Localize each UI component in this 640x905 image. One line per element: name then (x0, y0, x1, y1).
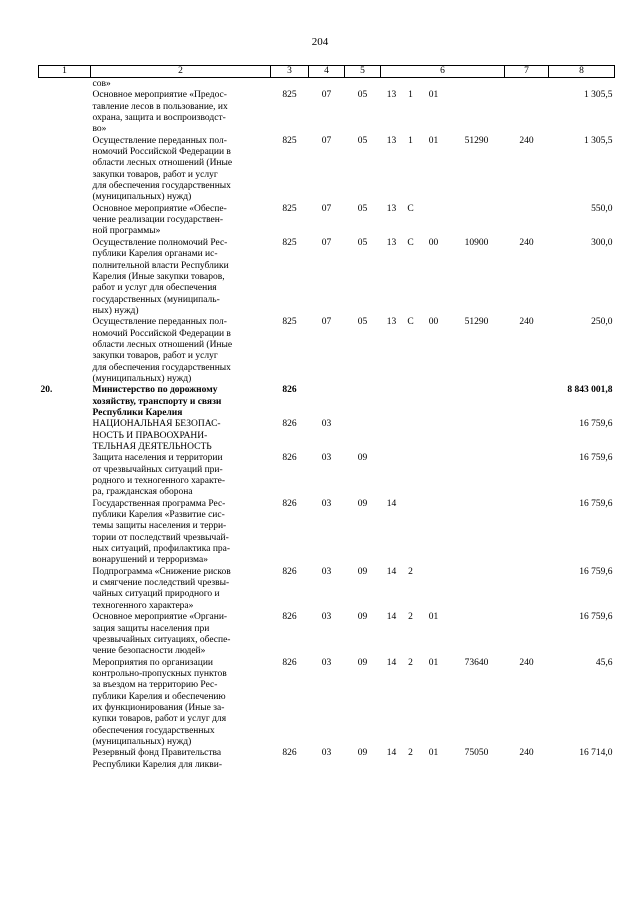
table-row (39, 136, 615, 204)
target-article-subprogram: 2 (408, 657, 413, 668)
row-number (39, 748, 91, 771)
row-number (39, 567, 91, 612)
section-code: 03 (321, 419, 332, 430)
table-row (39, 90, 615, 135)
subsection-code (345, 385, 381, 419)
subsection-code: 09 (357, 612, 368, 623)
ministry-code: 826 (282, 498, 297, 509)
target-article-event (419, 385, 449, 419)
target-article-direction (449, 499, 505, 567)
target-article-direction: 10900 (464, 237, 489, 248)
table-row (39, 317, 615, 385)
target-article-event: 01 (428, 612, 439, 623)
row-number (39, 238, 91, 317)
table-row (39, 453, 615, 498)
table-row (39, 385, 615, 419)
row-number (39, 317, 91, 385)
amount: 300,0 (591, 237, 613, 248)
table-row (39, 238, 615, 317)
expense-type-code (505, 78, 549, 91)
row-number: 20. (40, 385, 53, 396)
table-row (39, 612, 615, 657)
target-article-direction (449, 204, 505, 238)
ministry-code (271, 78, 309, 91)
target-article-event (419, 78, 449, 91)
target-article-subprogram: С (407, 317, 414, 328)
item-name: Осуществление переданных пол- номочий Российской Федерации в области лесных отношений (Иные закупки товаров, работ и услуг для обеспечения государственных (муниципальных) нужд) (92, 317, 233, 384)
item-name: Министерство по дорожному хозяйству, транспорту и связи Республики Карелия (92, 385, 222, 418)
item-name: Государственная программа Рес- публики Карелия «Развитие сис- темы защиты населения и терри- тории от последствий чрезвычай- ных ситуаций, профилактика пра- вонарушений и терроризма» (92, 498, 231, 566)
amount: 250,0 (591, 317, 613, 328)
ministry-code: 826 (282, 657, 297, 668)
target-article-event (419, 453, 449, 498)
expense-type-code: 240 (519, 317, 534, 328)
column-header: 1 (39, 66, 91, 78)
target-article-event: 01 (428, 748, 439, 759)
page-number: 204 (311, 36, 329, 48)
ministry-code: 825 (282, 90, 297, 101)
row-number (39, 658, 91, 749)
target-article-direction (449, 567, 505, 612)
table-row (39, 748, 615, 771)
expense-type-code: 240 (519, 657, 534, 668)
ministry-code: 826 (282, 453, 297, 464)
column-header: 5 (345, 66, 381, 78)
subsection-code: 09 (357, 453, 368, 464)
target-article-subprogram (403, 78, 419, 91)
expense-type-code (505, 419, 549, 453)
table-row (39, 567, 615, 612)
row-number (39, 78, 91, 91)
target-article-direction (449, 612, 505, 657)
column-header: 6 (381, 66, 505, 78)
item-name: Основное мероприятие «Обеспе- чение реализации государствен- ной программы» (92, 203, 227, 237)
target-article-direction (449, 453, 505, 498)
section-code: 07 (321, 203, 332, 214)
expense-type-code (505, 499, 549, 567)
target-article-program: 13 (386, 90, 397, 101)
target-article-subprogram: 1 (408, 90, 413, 101)
expense-type-code (505, 453, 549, 498)
target-article-event (419, 567, 449, 612)
expense-type-code (505, 567, 549, 612)
section-code: 03 (321, 453, 332, 464)
subsection-code (345, 419, 381, 453)
amount: 16 714,0 (579, 748, 613, 759)
target-article-program: 14 (386, 566, 397, 577)
target-article-event: 01 (428, 135, 439, 146)
amount: 550,0 (591, 203, 613, 214)
table-row (39, 658, 615, 749)
table-row (39, 78, 615, 91)
item-name: Защита населения и территории от чрезвычайных ситуаций при- родного и техногенного характе- ра, гражданская оборона (92, 453, 225, 498)
ministry-code: 826 (282, 748, 297, 759)
target-article-program (381, 453, 403, 498)
table-row (39, 204, 615, 238)
target-article-subprogram: 1 (408, 135, 413, 146)
target-article-program: 14 (386, 498, 397, 509)
section-code (309, 78, 345, 91)
header-row (39, 66, 615, 78)
target-article-program (381, 385, 403, 419)
target-article-program (381, 419, 403, 453)
column-header: 8 (549, 66, 615, 78)
item-name: НАЦИОНАЛЬНАЯ БЕЗОПАС- НОСТЬ И ПРАВООХРАНИ- ТЕЛЬНАЯ ДЕЯТЕЛЬНОСТЬ (92, 419, 221, 452)
target-article-direction: 75050 (464, 748, 489, 759)
target-article-program: 13 (386, 135, 397, 146)
item-name: Основное мероприятие «Предос- тавление лесов в пользование, их охрана, защита и воспроизводст- во» (92, 90, 228, 135)
target-article-direction (449, 78, 505, 91)
expense-type-code: 240 (519, 237, 534, 248)
row-number (39, 499, 91, 567)
section-code: 03 (321, 612, 332, 623)
item-name: Мероприятия по организации контрольно-пропускных пунктов за въездом на территорию Рес- публики Карелия и обеспечению их функционирования (Иные за- купки товаров, работ и услуг для обеспечения государственных (муниципальных) нужд) (92, 657, 227, 747)
amount: 16 759,6 (579, 612, 613, 623)
amount: 8 843 001,8 (567, 385, 613, 396)
item-name: сов» (92, 79, 111, 89)
subsection-code: 05 (357, 317, 368, 328)
expense-type-code (505, 612, 549, 657)
target-article-direction: 51290 (464, 135, 489, 146)
target-article-program: 14 (386, 612, 397, 623)
row-number (39, 90, 91, 135)
section-code: 07 (321, 237, 332, 248)
expense-type-code (505, 90, 549, 135)
target-article-event: 01 (428, 657, 439, 668)
row-number (39, 612, 91, 657)
ministry-code: 826 (282, 419, 297, 430)
subsection-code: 09 (357, 748, 368, 759)
subsection-code: 05 (357, 90, 368, 101)
item-name: Подпрограмма «Снижение рисков и смягчение последствий чрезвы- чайных ситуаций природного и техногенного характера» (92, 566, 231, 611)
ministry-code: 826 (282, 385, 297, 396)
target-article-program: 14 (386, 657, 397, 668)
subsection-code (345, 78, 381, 91)
target-article-subprogram (403, 453, 419, 498)
section-code (309, 385, 345, 419)
target-article-subprogram (403, 499, 419, 567)
target-article-program: 13 (386, 203, 397, 214)
subsection-code: 09 (357, 566, 368, 577)
section-code: 03 (321, 748, 332, 759)
ministry-code: 825 (282, 317, 297, 328)
column-header: 3 (271, 66, 309, 78)
target-article-event (419, 499, 449, 567)
amount: 16 759,6 (579, 566, 613, 577)
subsection-code: 09 (357, 498, 368, 509)
amount: 16 759,6 (579, 419, 613, 430)
subsection-code: 05 (357, 135, 368, 146)
budget-table (38, 65, 615, 771)
row-number (39, 136, 91, 204)
amount: 45,6 (595, 657, 613, 668)
amount (549, 78, 615, 91)
target-article-event: 00 (428, 317, 439, 328)
item-name: Резервный фонд Правительства Республики Карелия для ликви- (92, 748, 222, 770)
section-code: 03 (321, 657, 332, 668)
subsection-code: 05 (357, 203, 368, 214)
amount: 16 759,6 (579, 498, 613, 509)
target-article-subprogram (403, 419, 419, 453)
target-article-program: 13 (386, 237, 397, 248)
target-article-subprogram: 2 (408, 566, 413, 577)
column-header: 2 (91, 66, 271, 78)
column-header: 4 (309, 66, 345, 78)
section-code: 07 (321, 135, 332, 146)
target-article-direction: 73640 (464, 657, 489, 668)
target-article-direction (449, 419, 505, 453)
target-article-program: 13 (386, 317, 397, 328)
section-code: 07 (321, 90, 332, 101)
ministry-code: 825 (282, 237, 297, 248)
amount: 1 305,5 (584, 135, 613, 146)
target-article-direction (449, 385, 505, 419)
target-article-subprogram: С (407, 237, 414, 248)
target-article-subprogram: 2 (408, 612, 413, 623)
subsection-code: 05 (357, 237, 368, 248)
row-number (39, 419, 91, 453)
table-row (39, 419, 615, 453)
target-article-event (419, 419, 449, 453)
expense-type-code (505, 204, 549, 238)
target-article-event: 00 (428, 237, 439, 248)
target-article-subprogram: С (407, 203, 414, 214)
item-name: Осуществление полномочий Рес- публики Карелия органами ис- полнительной власти Республики Карелия (Иные закупки товаров, работ и услуг для обеспечения государственных (муниципаль- ных) нужд) (92, 237, 229, 316)
target-article-direction (449, 90, 505, 135)
table-body (39, 78, 615, 771)
target-article-program: 14 (386, 748, 397, 759)
section-code: 03 (321, 498, 332, 509)
ministry-code: 825 (282, 135, 297, 146)
expense-type-code: 240 (519, 748, 534, 759)
ministry-code: 826 (282, 612, 297, 623)
item-name: Основное мероприятие «Органи- зация защиты населения при чрезвычайных ситуациях, обеспе- чение безопасности людей» (92, 612, 231, 657)
target-article-subprogram: 2 (408, 748, 413, 759)
expense-type-code (505, 385, 549, 419)
ministry-code: 825 (282, 203, 297, 214)
target-article-program (381, 78, 403, 91)
ministry-code: 826 (282, 566, 297, 577)
table-row (39, 499, 615, 567)
column-header: 7 (505, 66, 549, 78)
subsection-code: 09 (357, 657, 368, 668)
row-number (39, 204, 91, 238)
item-name: Осуществление переданных пол- номочий Российской Федерации в области лесных отношений (Иные закупки товаров, работ и услуг для обеспечения государственных (муниципальных) нужд) (92, 135, 233, 203)
expense-type-code: 240 (519, 135, 534, 146)
amount: 1 305,5 (584, 90, 613, 101)
section-code: 07 (321, 317, 332, 328)
target-article-event (419, 204, 449, 238)
target-article-subprogram (403, 385, 419, 419)
section-code: 03 (321, 566, 332, 577)
amount: 16 759,6 (579, 453, 613, 464)
row-number (39, 453, 91, 498)
target-article-event: 01 (428, 90, 439, 101)
target-article-direction: 51290 (464, 317, 489, 328)
